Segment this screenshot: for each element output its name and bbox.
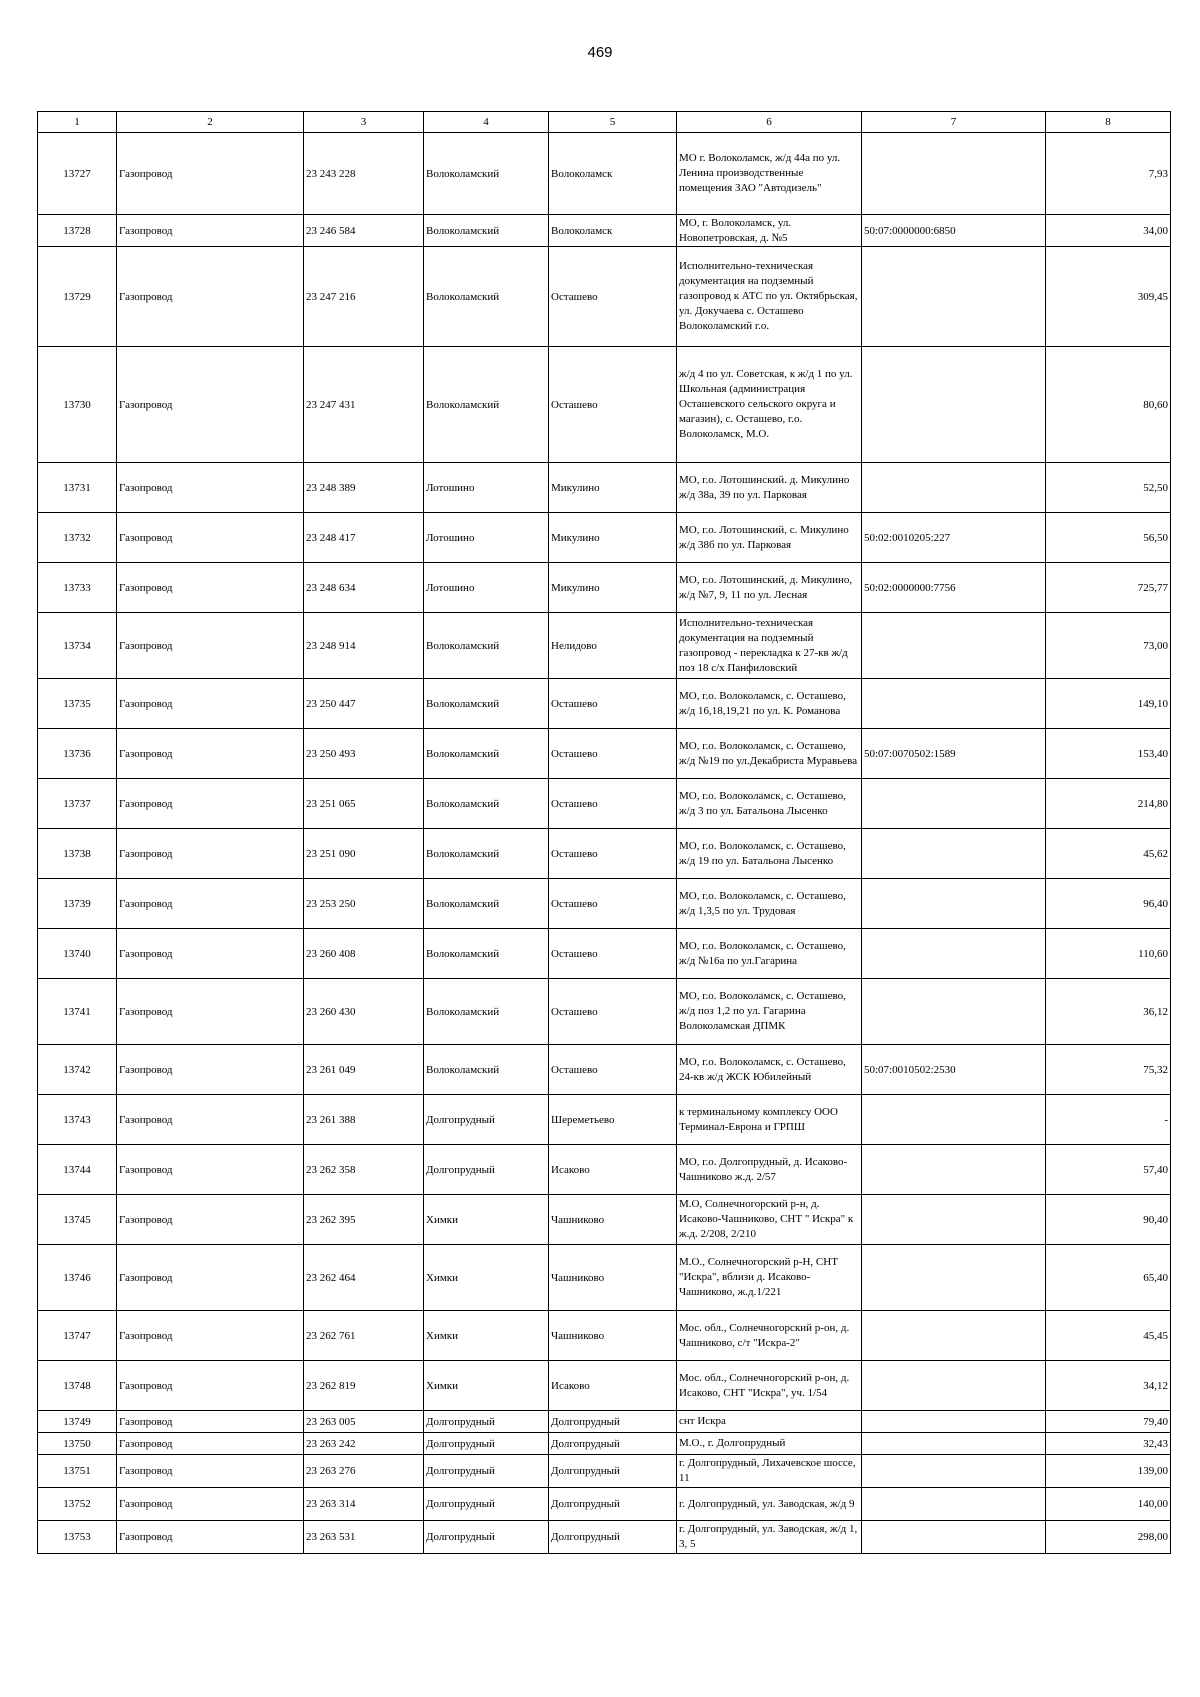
table-row — [38, 513, 1171, 563]
cell-code: 23 262 761 — [304, 1311, 424, 1361]
cell-length: 34,00 — [1046, 215, 1171, 247]
table-row — [38, 1411, 1171, 1433]
cell-district: Волоколамский — [424, 729, 549, 779]
cell-n: 13736 — [38, 729, 117, 779]
cell-address: Исполнительно-техническая документация на подземный газопровод - перекладка к 27-кв ж/д поз 18 с/х Панфиловский — [677, 613, 862, 679]
cell-code: 23 248 634 — [304, 563, 424, 613]
cell-n: 13746 — [38, 1245, 117, 1311]
cell-length: 52,50 — [1046, 463, 1171, 513]
cell-district: Химки — [424, 1311, 549, 1361]
cell-district: Волоколамский — [424, 347, 549, 463]
registry-table — [37, 111, 1171, 1554]
cell-code: 23 263 314 — [304, 1488, 424, 1521]
cell-district: Волоколамский — [424, 133, 549, 215]
cell-address: Мос. обл., Солнечногорский р-он, д. Исаково, СНТ "Искра", уч. 1/54 — [677, 1361, 862, 1411]
table-row — [38, 347, 1171, 463]
cell-district: Лотошино — [424, 513, 549, 563]
cell-district: Долгопрудный — [424, 1521, 549, 1554]
cell-district: Волоколамский — [424, 1045, 549, 1095]
cell-settlement: Нелидово — [549, 613, 677, 679]
cell-address: МО, г.о. Лотошинский, д. Микулино, ж/д №7, 9, 11 по ул. Лесная — [677, 563, 862, 613]
cell-cadastral — [862, 1145, 1046, 1195]
cell-address: г. Долгопрудный, ул. Заводская, ж/д 1, 3, 5 — [677, 1521, 862, 1554]
cell-n: 13742 — [38, 1045, 117, 1095]
cell-n: 13734 — [38, 613, 117, 679]
cell-type: Газопровод — [117, 513, 304, 563]
cell-cadastral — [862, 779, 1046, 829]
table-row — [38, 215, 1171, 247]
table-row — [38, 1455, 1171, 1488]
cell-cadastral — [862, 1455, 1046, 1488]
cell-n: 13749 — [38, 1411, 117, 1433]
cell-length: 79,40 — [1046, 1411, 1171, 1433]
cell-type: Газопровод — [117, 1361, 304, 1411]
cell-settlement: Осташево — [549, 1045, 677, 1095]
cell-settlement: Осташево — [549, 779, 677, 829]
table-row — [38, 1521, 1171, 1554]
cell-address: Мос. обл., Солнечногорский р-он, д. Чашниково, с/т "Искра-2" — [677, 1311, 862, 1361]
cell-length: 153,40 — [1046, 729, 1171, 779]
cell-length: 75,32 — [1046, 1045, 1171, 1095]
cell-code: 23 251 090 — [304, 829, 424, 879]
cell-settlement: Долгопрудный — [549, 1521, 677, 1554]
page-number: 469 — [587, 44, 613, 61]
cell-code: 23 263 005 — [304, 1411, 424, 1433]
cell-code: 23 253 250 — [304, 879, 424, 929]
cell-district: Волоколамский — [424, 779, 549, 829]
table-row — [38, 133, 1171, 215]
cell-cadastral — [862, 463, 1046, 513]
cell-cadastral — [862, 1195, 1046, 1245]
cell-settlement: Осташево — [549, 879, 677, 929]
cell-n: 13740 — [38, 929, 117, 979]
column-header: 3 — [304, 112, 424, 133]
cell-district: Волоколамский — [424, 929, 549, 979]
cell-address: ж/д 4 по ул. Советская, к ж/д 1 по ул. Школьная (администрация Осташевского сельского округа и магазин), с. Осташево, г.о. Волоколамск, М.О. — [677, 347, 862, 463]
cell-code: 23 248 389 — [304, 463, 424, 513]
cell-address: МО, г.о. Волоколамск, с. Осташево, ж/д 19 по ул. Батальона Лысенко — [677, 829, 862, 879]
cell-cadastral — [862, 929, 1046, 979]
cell-n: 13741 — [38, 979, 117, 1045]
cell-district: Лотошино — [424, 563, 549, 613]
cell-district: Долгопрудный — [424, 1145, 549, 1195]
cell-cadastral — [862, 1095, 1046, 1145]
cell-code: 23 260 408 — [304, 929, 424, 979]
cell-district: Химки — [424, 1361, 549, 1411]
cell-type: Газопровод — [117, 729, 304, 779]
cell-type: Газопровод — [117, 879, 304, 929]
cell-length: 96,40 — [1046, 879, 1171, 929]
cell-length: 149,10 — [1046, 679, 1171, 729]
cell-district: Лотошино — [424, 463, 549, 513]
column-header: 1 — [38, 112, 117, 133]
cell-cadastral — [862, 1361, 1046, 1411]
cell-length: 140,00 — [1046, 1488, 1171, 1521]
cell-cadastral — [862, 1488, 1046, 1521]
cell-n: 13751 — [38, 1455, 117, 1488]
cell-code: 23 251 065 — [304, 779, 424, 829]
cell-address: МО, г.о. Волоколамск, с. Осташево, ж/д поз 1,2 по ул. Гагарина Волоколамская ДПМК — [677, 979, 862, 1045]
cell-code: 23 246 584 — [304, 215, 424, 247]
cell-address: снт Искра — [677, 1411, 862, 1433]
cell-n: 13752 — [38, 1488, 117, 1521]
cell-length: 80,60 — [1046, 347, 1171, 463]
cell-type: Газопровод — [117, 779, 304, 829]
cell-n: 13732 — [38, 513, 117, 563]
cell-district: Долгопрудный — [424, 1488, 549, 1521]
table-row — [38, 779, 1171, 829]
table-row — [38, 1433, 1171, 1455]
cell-settlement: Осташево — [549, 829, 677, 879]
column-header: 7 — [862, 112, 1046, 133]
table-row — [38, 1311, 1171, 1361]
cell-type: Газопровод — [117, 1433, 304, 1455]
cell-address: МО, г.о. Волоколамск, с. Осташево, ж/д №16а по ул.Гагарина — [677, 929, 862, 979]
cell-settlement: Исаково — [549, 1361, 677, 1411]
cell-settlement: Шереметьево — [549, 1095, 677, 1145]
cell-length: 7,93 — [1046, 133, 1171, 215]
cell-cadastral — [862, 1411, 1046, 1433]
table-row — [38, 1045, 1171, 1095]
cell-code: 23 263 242 — [304, 1433, 424, 1455]
cell-settlement: Волоколамск — [549, 215, 677, 247]
cell-n: 13731 — [38, 463, 117, 513]
cell-cadastral: 50:07:0070502:1589 — [862, 729, 1046, 779]
cell-cadastral: 50:02:0010205:227 — [862, 513, 1046, 563]
cell-code: 23 250 493 — [304, 729, 424, 779]
cell-district: Волоколамский — [424, 613, 549, 679]
cell-district: Долгопрудный — [424, 1433, 549, 1455]
cell-address: МО, г.о. Волоколамск, с. Осташево, ж/д 16,18,19,21 по ул. К. Романова — [677, 679, 862, 729]
cell-settlement: Долгопрудный — [549, 1488, 677, 1521]
cell-cadastral — [862, 1311, 1046, 1361]
cell-length: 309,45 — [1046, 247, 1171, 347]
table-row — [38, 879, 1171, 929]
cell-district: Волоколамский — [424, 679, 549, 729]
table-row — [38, 463, 1171, 513]
cell-length: 298,00 — [1046, 1521, 1171, 1554]
cell-length: 725,77 — [1046, 563, 1171, 613]
cell-type: Газопровод — [117, 1311, 304, 1361]
table-row — [38, 563, 1171, 613]
cell-code: 23 263 276 — [304, 1455, 424, 1488]
cell-type: Газопровод — [117, 679, 304, 729]
cell-code: 23 248 417 — [304, 513, 424, 563]
cell-length: 65,40 — [1046, 1245, 1171, 1311]
cell-settlement: Микулино — [549, 513, 677, 563]
column-header: 6 — [677, 112, 862, 133]
cell-code: 23 262 819 — [304, 1361, 424, 1411]
cell-type: Газопровод — [117, 1521, 304, 1554]
cell-address: М.О., г. Долгопрудный — [677, 1433, 862, 1455]
cell-settlement: Осташево — [549, 729, 677, 779]
cell-cadastral — [862, 347, 1046, 463]
cell-code: 23 262 464 — [304, 1245, 424, 1311]
cell-length: 110,60 — [1046, 929, 1171, 979]
cell-n: 13733 — [38, 563, 117, 613]
cell-settlement: Осташево — [549, 679, 677, 729]
cell-address: МО, г.о. Лотошинский, с. Микулино ж/д 38б по ул. Парковая — [677, 513, 862, 563]
cell-cadastral — [862, 979, 1046, 1045]
cell-settlement: Микулино — [549, 563, 677, 613]
cell-cadastral — [862, 133, 1046, 215]
cell-length: 45,62 — [1046, 829, 1171, 879]
cell-code: 23 243 228 — [304, 133, 424, 215]
cell-type: Газопровод — [117, 929, 304, 979]
cell-district: Волоколамский — [424, 247, 549, 347]
cell-code: 23 250 447 — [304, 679, 424, 729]
cell-address: к терминальному комплексу ООО Терминал-Еврона и ГРПШ — [677, 1095, 862, 1145]
cell-type: Газопровод — [117, 1245, 304, 1311]
column-header: 2 — [117, 112, 304, 133]
cell-address: М.О., Солнечногорский р-Н, СНТ "Искра", вблизи д. Исаково-Чашниково, ж.д.1/221 — [677, 1245, 862, 1311]
table-row — [38, 679, 1171, 729]
cell-type: Газопровод — [117, 979, 304, 1045]
table-row — [38, 1245, 1171, 1311]
cell-length: 32,43 — [1046, 1433, 1171, 1455]
cell-type: Газопровод — [117, 215, 304, 247]
cell-cadastral — [862, 1245, 1046, 1311]
cell-district: Волоколамский — [424, 979, 549, 1045]
cell-length: 90,40 — [1046, 1195, 1171, 1245]
cell-cadastral: 50:07:0010502:2530 — [862, 1045, 1046, 1095]
cell-settlement: Чашниково — [549, 1245, 677, 1311]
cell-settlement: Долгопрудный — [549, 1433, 677, 1455]
cell-address: МО, г.о. Волоколамск, с. Осташево, ж/д 3 по ул. Батальона Лысенко — [677, 779, 862, 829]
cell-code: 23 262 358 — [304, 1145, 424, 1195]
cell-cadastral — [862, 247, 1046, 347]
cell-n: 13748 — [38, 1361, 117, 1411]
table-row — [38, 929, 1171, 979]
table-row — [38, 613, 1171, 679]
cell-n: 13743 — [38, 1095, 117, 1145]
cell-address: МО, г.о. Волоколамск, с. Осташево, ж/д 1,3,5 по ул. Трудовая — [677, 879, 862, 929]
table-row — [38, 1095, 1171, 1145]
cell-length: 57,40 — [1046, 1145, 1171, 1195]
cell-n: 13730 — [38, 347, 117, 463]
cell-district: Волоколамский — [424, 215, 549, 247]
cell-cadastral — [862, 829, 1046, 879]
column-header: 8 — [1046, 112, 1171, 133]
cell-settlement: Волоколамск — [549, 133, 677, 215]
cell-cadastral — [862, 879, 1046, 929]
cell-n: 13753 — [38, 1521, 117, 1554]
table-row — [38, 729, 1171, 779]
cell-type: Газопровод — [117, 133, 304, 215]
cell-settlement: Микулино — [549, 463, 677, 513]
cell-type: Газопровод — [117, 1045, 304, 1095]
cell-type: Газопровод — [117, 563, 304, 613]
cell-address: г. Долгопрудный, ул. Заводская, ж/д 9 — [677, 1488, 862, 1521]
cell-n: 13738 — [38, 829, 117, 879]
cell-length: 56,50 — [1046, 513, 1171, 563]
cell-type: Газопровод — [117, 829, 304, 879]
cell-cadastral — [862, 613, 1046, 679]
cell-type: Газопровод — [117, 347, 304, 463]
cell-code: 23 247 216 — [304, 247, 424, 347]
table-row — [38, 1195, 1171, 1245]
cell-cadastral — [862, 1433, 1046, 1455]
cell-district: Долгопрудный — [424, 1095, 549, 1145]
cell-length: 34,12 — [1046, 1361, 1171, 1411]
table-row — [38, 1361, 1171, 1411]
column-header: 4 — [424, 112, 549, 133]
cell-code: 23 247 431 — [304, 347, 424, 463]
cell-n: 13737 — [38, 779, 117, 829]
cell-n: 13739 — [38, 879, 117, 929]
cell-address: МО, г.о. Волоколамск, с. Осташево, ж/д №19 по ул.Декабриста Муравьева — [677, 729, 862, 779]
cell-type: Газопровод — [117, 1455, 304, 1488]
cell-cadastral: 50:07:0000000:6850 — [862, 215, 1046, 247]
cell-code: 23 261 388 — [304, 1095, 424, 1145]
cell-address: М.О, Солнечногорский р-н, д. Исаково-Чашниково, СНТ " Искра" к ж.д. 2/208, 2/210 — [677, 1195, 862, 1245]
cell-code: 23 260 430 — [304, 979, 424, 1045]
cell-type: Газопровод — [117, 1095, 304, 1145]
cell-code: 23 248 914 — [304, 613, 424, 679]
cell-district: Химки — [424, 1195, 549, 1245]
cell-type: Газопровод — [117, 1488, 304, 1521]
cell-district: Волоколамский — [424, 879, 549, 929]
column-header: 5 — [549, 112, 677, 133]
cell-n: 13744 — [38, 1145, 117, 1195]
cell-cadastral — [862, 1521, 1046, 1554]
cell-district: Химки — [424, 1245, 549, 1311]
cell-n: 13735 — [38, 679, 117, 729]
cell-cadastral — [862, 679, 1046, 729]
cell-length: - — [1046, 1095, 1171, 1145]
cell-address: МО, г. Волоколамск, ул. Новопетровская, д. №5 — [677, 215, 862, 247]
cell-n: 13750 — [38, 1433, 117, 1455]
cell-n: 13728 — [38, 215, 117, 247]
cell-settlement: Осташево — [549, 929, 677, 979]
cell-length: 73,00 — [1046, 613, 1171, 679]
cell-settlement: Долгопрудный — [549, 1455, 677, 1488]
cell-settlement: Долгопрудный — [549, 1411, 677, 1433]
cell-length: 45,45 — [1046, 1311, 1171, 1361]
cell-address: г. Долгопрудный, Лихачевское шоссе, 11 — [677, 1455, 862, 1488]
cell-n: 13745 — [38, 1195, 117, 1245]
cell-type: Газопровод — [117, 247, 304, 347]
cell-n: 13727 — [38, 133, 117, 215]
table-row — [38, 247, 1171, 347]
table-row — [38, 1145, 1171, 1195]
cell-code: 23 261 049 — [304, 1045, 424, 1095]
cell-district: Долгопрудный — [424, 1455, 549, 1488]
cell-type: Газопровод — [117, 1411, 304, 1433]
cell-district: Волоколамский — [424, 829, 549, 879]
cell-address: Исполнительно-техническая документация на подземный газопровод к АТС по ул. Октябрьская, ул. Докучаева с. Осташево Волоколамский г.о. — [677, 247, 862, 347]
cell-settlement: Осташево — [549, 347, 677, 463]
cell-length: 139,00 — [1046, 1455, 1171, 1488]
table-row — [38, 1488, 1171, 1521]
cell-type: Газопровод — [117, 1145, 304, 1195]
cell-length: 214,80 — [1046, 779, 1171, 829]
cell-n: 13729 — [38, 247, 117, 347]
cell-address: МО, г.о. Лотошинский. д. Микулино ж/д 38а, 39 по ул. Парковая — [677, 463, 862, 513]
cell-settlement: Исаково — [549, 1145, 677, 1195]
cell-settlement: Чашниково — [549, 1195, 677, 1245]
table-row — [38, 979, 1171, 1045]
cell-settlement: Осташево — [549, 247, 677, 347]
cell-district: Долгопрудный — [424, 1411, 549, 1433]
cell-type: Газопровод — [117, 613, 304, 679]
cell-cadastral: 50:02:0000000:7756 — [862, 563, 1046, 613]
cell-n: 13747 — [38, 1311, 117, 1361]
table-row — [38, 829, 1171, 879]
cell-code: 23 263 531 — [304, 1521, 424, 1554]
header-row — [38, 112, 1171, 133]
cell-settlement: Осташево — [549, 979, 677, 1045]
cell-address: МО, г.о. Волоколамск, с. Осташево, 24-кв ж/д ЖСК Юбилейный — [677, 1045, 862, 1095]
cell-address: МО г. Волоколамск, ж/д 44а по ул. Ленина производственные помещения ЗАО "Автодизель" — [677, 133, 862, 215]
cell-address: МО, г.о. Долгопрудный, д. Исаково-Чашниково ж.д. 2/57 — [677, 1145, 862, 1195]
cell-settlement: Чашниково — [549, 1311, 677, 1361]
cell-type: Газопровод — [117, 1195, 304, 1245]
cell-length: 36,12 — [1046, 979, 1171, 1045]
cell-type: Газопровод — [117, 463, 304, 513]
cell-code: 23 262 395 — [304, 1195, 424, 1245]
